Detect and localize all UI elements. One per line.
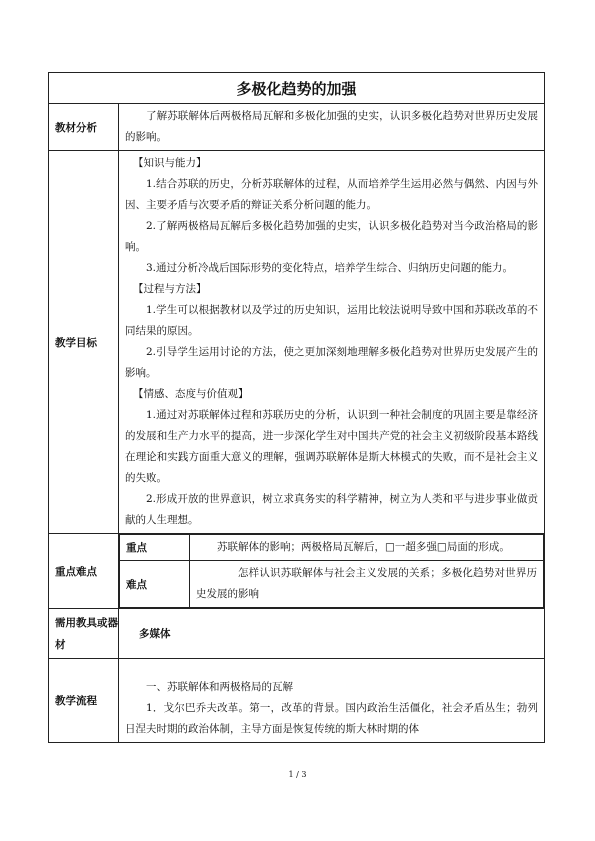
- goal-paragraph: 2.引导学生运用讨论的方法，使之更加深刻地理解多极化趋势对世界历史发展产生的影响。: [125, 346, 538, 379]
- document-title: 多极化趋势的加强: [49, 73, 545, 104]
- key-label: 重点: [120, 535, 190, 561]
- process-label: 教学流程: [49, 659, 119, 743]
- keypoints-label: 重点难点: [49, 534, 119, 609]
- hard-label: 难点: [120, 561, 190, 608]
- lesson-plan-table: [48, 72, 545, 743]
- process-row: [49, 659, 545, 743]
- goal-paragraph: 2.形成开放的世界意识，树立求真务实的科学精神，树立为人类和平与进步事业做贡献的人生理想。: [125, 493, 538, 526]
- goal-paragraph: 3.通过分析冷战后国际形势的变化特点，培养学生综合、归纳历史问题的能力。: [146, 262, 514, 274]
- process-content: [119, 659, 545, 743]
- keypoints-row: [49, 534, 545, 609]
- process-paragraph: 一、苏联解体和两极格局的瓦解: [146, 681, 293, 693]
- analysis-row: [49, 104, 545, 151]
- tools-row: [49, 609, 545, 659]
- key-text-cell: [190, 535, 544, 561]
- key-row: [120, 535, 544, 561]
- analysis-content: [119, 104, 545, 151]
- goal-paragraph: 1.学生可以根据教材以及学过的历史知识，运用比较法说明导致中国和苏联改革的不同结果的原因。: [125, 304, 538, 337]
- goal-section-heading: 【情感、态度与价值观】: [133, 388, 249, 400]
- analysis-label: 教材分析: [49, 104, 119, 151]
- keypoints-subtable: [119, 534, 544, 608]
- goal-section-heading: 【过程与方法】: [133, 283, 207, 295]
- goal-paragraph: 1.通过对苏联解体过程和苏联历史的分析，认识到一种社会制度的巩固主要是靠经济的发展和生产力水平的提高，进一步深化学生对中国共产党的社会主义初级阶段基本路线在理论和实践方面重大意义的理解，强调苏联解体是斯大林模式的失败，而不是社会主义的失败。: [125, 409, 538, 484]
- key-text: 苏联解体的影响；两极格局瓦解后，□一超多强□局面的形成。: [217, 541, 510, 553]
- title-row: [49, 73, 545, 104]
- goals-label: 教学目标: [49, 151, 119, 534]
- page-number: 1 / 3: [288, 770, 307, 779]
- goals-row: [49, 151, 545, 534]
- hard-text-cell: [190, 561, 544, 608]
- hard-row: [120, 561, 544, 608]
- tools-text: 多媒体: [119, 609, 545, 659]
- goal-section-heading: 【知识与能力】: [133, 157, 207, 169]
- goal-paragraph: 1.结合苏联的历史，分析苏联解体的过程，从而培养学生运用必然与偶然、内因与外因、主要矛盾与次要矛盾的辩证关系分析问题的能力。: [125, 178, 538, 211]
- keypoints-content: [119, 534, 545, 609]
- tools-label: 需用教具或器材: [49, 609, 119, 659]
- hard-text: 怎样认识苏联解体与社会主义发展的关系；多极化趋势对世界历史发展的影响: [196, 567, 537, 600]
- process-paragraph: 1．戈尔巴乔夫改革。第一，改革的背景。国内政治生活僵化，社会矛盾丛生；勃列日涅夫时期的政治体制，主导方面是恢复传统的斯大林时期的体: [125, 702, 538, 735]
- analysis-text: 了解苏联解体后两极格局瓦解和多极化加强的史实，认识多极化趋势对世界历史发展的影响。: [125, 110, 538, 143]
- goals-content: [119, 151, 545, 534]
- goal-paragraph: 2.了解两极格局瓦解后多极化趋势加强的史实，认识多极化趋势对当今政治格局的影响。: [125, 220, 538, 253]
